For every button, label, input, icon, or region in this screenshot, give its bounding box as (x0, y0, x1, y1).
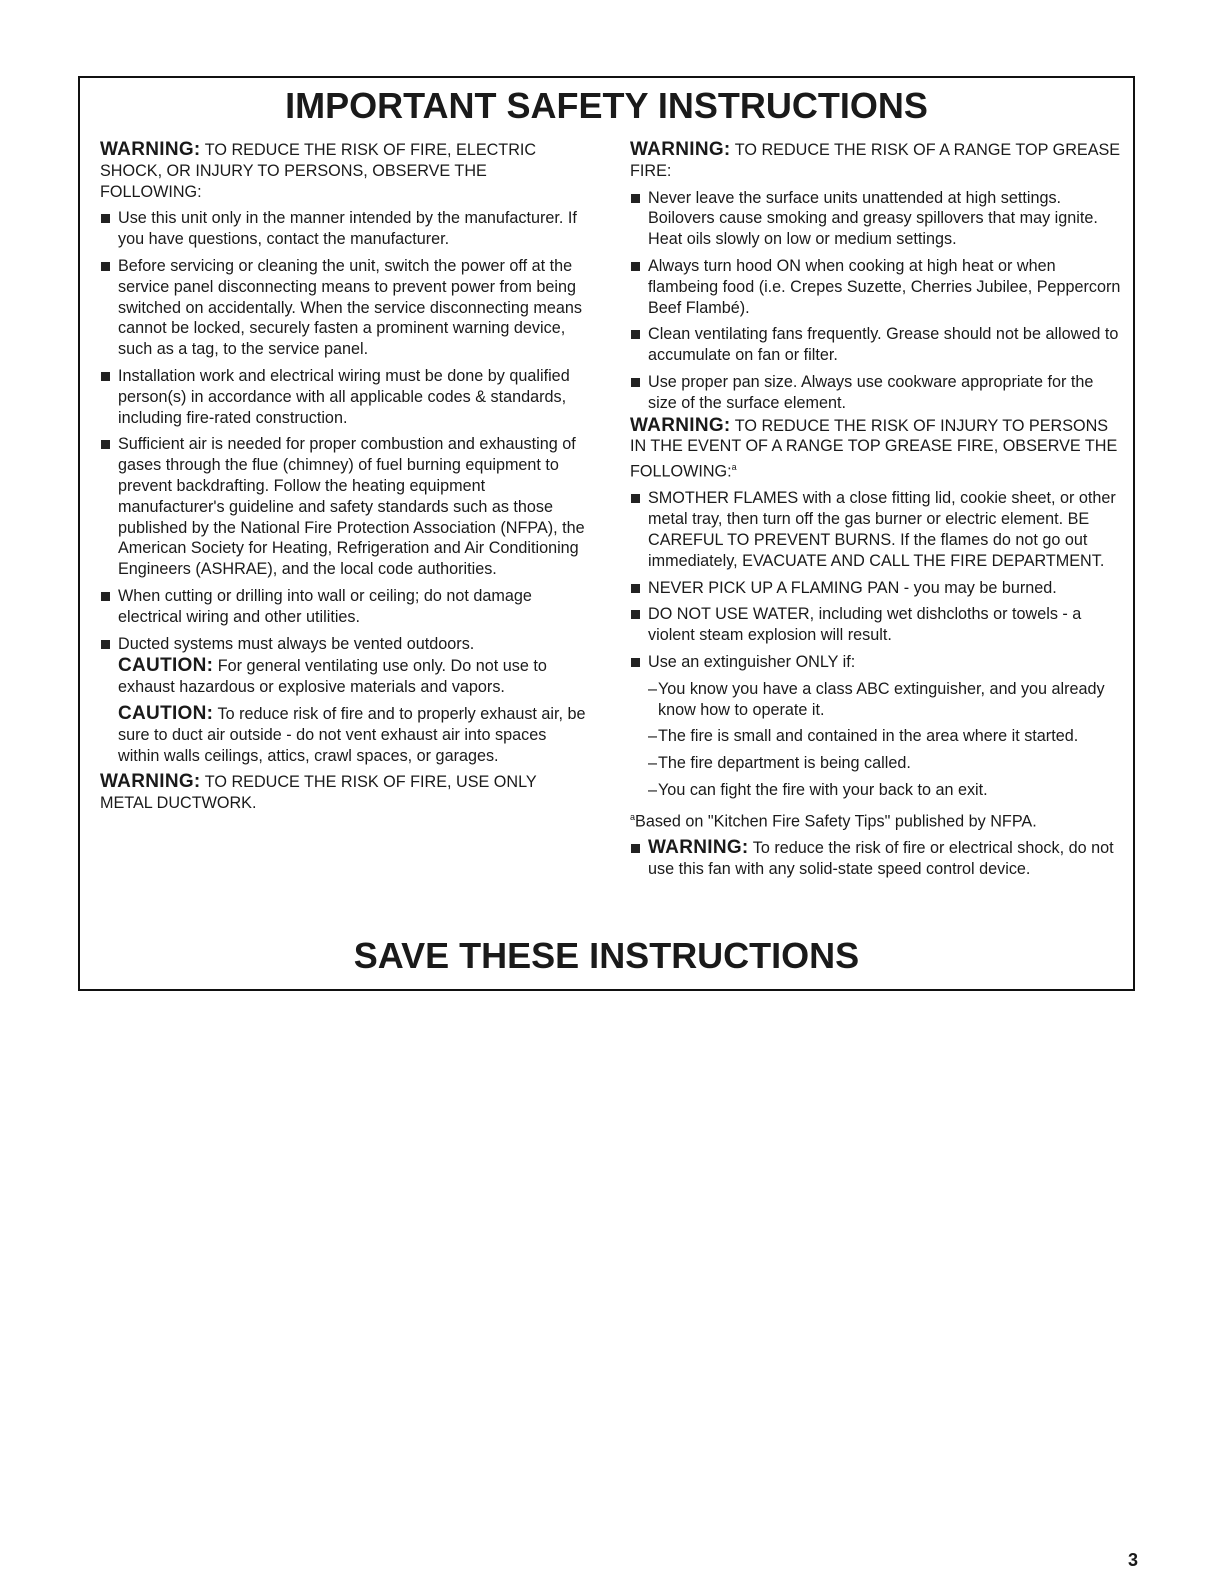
square-bullet-icon (631, 262, 640, 271)
warning-label: WARNING: (630, 414, 731, 436)
warning-label: WARNING: (630, 139, 731, 160)
square-bullet-icon (101, 372, 110, 381)
warning-label: WARNING: (100, 139, 201, 160)
warning-block (100, 140, 592, 202)
square-bullet-icon (101, 592, 110, 601)
square-bullet-icon (631, 584, 640, 593)
list-item: Clean ventilating fans frequently. Grease should not be allowed to accumulate on fan or filter. (630, 324, 1122, 366)
caution-label: CAUTION: (118, 655, 214, 677)
square-bullet-icon (631, 194, 640, 203)
square-bullet-icon (631, 378, 640, 387)
square-bullet-icon (631, 658, 640, 667)
footnote-marker: a (630, 811, 636, 822)
square-bullet-icon (101, 440, 110, 449)
square-bullet-icon (631, 330, 640, 339)
square-bullet-icon (631, 610, 640, 619)
dash-marker: – (648, 780, 658, 799)
page-number: 3 (1128, 1550, 1139, 1570)
warning-block (630, 140, 1122, 182)
list-item: Use this unit only in the manner intended by the manufacturer. If you have questions, contact the manufacturer. (100, 208, 592, 250)
warning-label: WARNING: (648, 836, 749, 858)
list-item: When cutting or drilling into wall or ceiling; do not damage electrical wiring and other utilities. (100, 586, 592, 628)
list-item: Use an extinguisher ONLY if: (630, 652, 1122, 673)
list-item: Installation work and electrical wiring must be done by qualified person(s) in accordance with all applicable codes & standards, including fire-rated construction. (100, 366, 592, 428)
warning-block (630, 416, 1122, 483)
caution-label: CAUTION: (118, 702, 214, 724)
caution-block (118, 704, 592, 766)
warning-text: To reduce the risk of fire or electrical shock, do not use this fan with any solid-state speed control device. (648, 838, 1114, 878)
warning-block (100, 772, 592, 814)
warning-text: TO REDUCE THE RISK OF FIRE, ELECTRIC SHOCK, OR INJURY TO PERSONS, OBSERVE THE FOLLOWING: (100, 141, 537, 201)
square-bullet-icon (101, 640, 110, 649)
safety-instructions-box (78, 76, 1135, 991)
list-item: Use proper pan size. Always use cookware appropriate for the size of the surface element. (630, 372, 1122, 414)
dash-marker: – (648, 727, 658, 746)
caution-block (118, 656, 592, 698)
list-item: DO NOT USE WATER, including wet dishcloths or towels - a violent steam explosion will result. (630, 604, 1122, 646)
caution-text: For general ventilating use only. Do not use to exhaust hazardous or explosive materials and vapors. (118, 657, 547, 697)
list-item: Before servicing or cleaning the unit, switch the power off at the service panel disconnecting means to prevent power from being switched on accidentally. When the service disconnecting means cannot be locked, securely fasten a prominent warning device, such as a tag, to the service panel. (100, 256, 592, 360)
right-column (630, 140, 1122, 885)
warning-text: TO REDUCE THE RISK OF FIRE, USE ONLY METAL DUCTWORK. (100, 773, 537, 813)
save-instructions-title: SAVE THESE INSTRUCTIONS (353, 935, 860, 976)
square-bullet-icon (631, 494, 640, 503)
left-column (100, 140, 592, 820)
dash-marker: – (648, 679, 658, 698)
warning-text: TO REDUCE THE RISK OF A RANGE TOP GREASE FIRE: (630, 141, 1121, 180)
footnote: $^a$Based on "Kitchen Fire Safety Tips" published by NFPA. (630, 811, 1037, 831)
list-item: SMOTHER FLAMES with a close fitting lid, cookie sheet, or other metal tray, then turn off the gas burner or electric element. BE CAREFUL TO PREVENT BURNS. If the flames do not go out immediately, EVACUATE AND CALL THE FIRE DEPARTMENT. (630, 488, 1122, 571)
square-bullet-icon (101, 214, 110, 223)
sub-list-item: – The fire is small and contained in the area where it started. (648, 727, 1079, 746)
sub-list-item: – You can fight the fire with your back to an exit. (648, 780, 988, 799)
page-title: IMPORTANT SAFETY INSTRUCTIONS (285, 85, 928, 126)
sub-list-item: – The fire department is being called. (648, 754, 911, 773)
caution-text: To reduce risk of fire and to properly exhaust air, be sure to duct air outside - do not vent exhaust air into spaces within walls ceilings, attics, crawl spaces, or garages. (118, 704, 586, 765)
sub-list-item: – You know you have a class ABC extinguisher, and you already know how to operate it. (648, 679, 1105, 719)
warning-text: TO REDUCE THE RISK OF INJURY TO PERSONS IN THE EVENT OF A RANGE TOP GREASE FIRE, OBSERVE THE FOLLOWING: (630, 416, 1118, 481)
footnote-marker: a (731, 462, 737, 473)
list-item: Ducted systems must always be vented outdoors. (100, 634, 592, 655)
list-item: Always turn hood ON when cooking at high heat or when flambeing food (i.e. Crepes Suzette, Cherries Jubilee, Peppercorn Beef Flambé). (630, 256, 1122, 318)
dash-marker: – (648, 754, 658, 773)
square-bullet-icon (631, 844, 640, 853)
list-item: NEVER PICK UP A FLAMING PAN - you may be burned. (630, 578, 1122, 599)
list-item: Never leave the surface units unattended at high settings. Boilovers cause smoking and greasy spillovers that may ignite. Heat oils slowly on low or medium settings. (630, 188, 1122, 250)
list-item: Sufficient air is needed for proper combustion and exhausting of gases through the flue (chimney) of fuel burning equipment to prevent backdrafting. Follow the heating equipment manufacturer's guideline and safety standards such as those published by the National Fire Protection Association (NFPA), the American Society for Heating, Refrigeration and Air Conditioning Engineers (ASHRAE), and the local code authorities. (100, 434, 592, 580)
square-bullet-icon (101, 262, 110, 271)
warning-label: WARNING: (100, 771, 201, 793)
list-item (630, 838, 1122, 880)
